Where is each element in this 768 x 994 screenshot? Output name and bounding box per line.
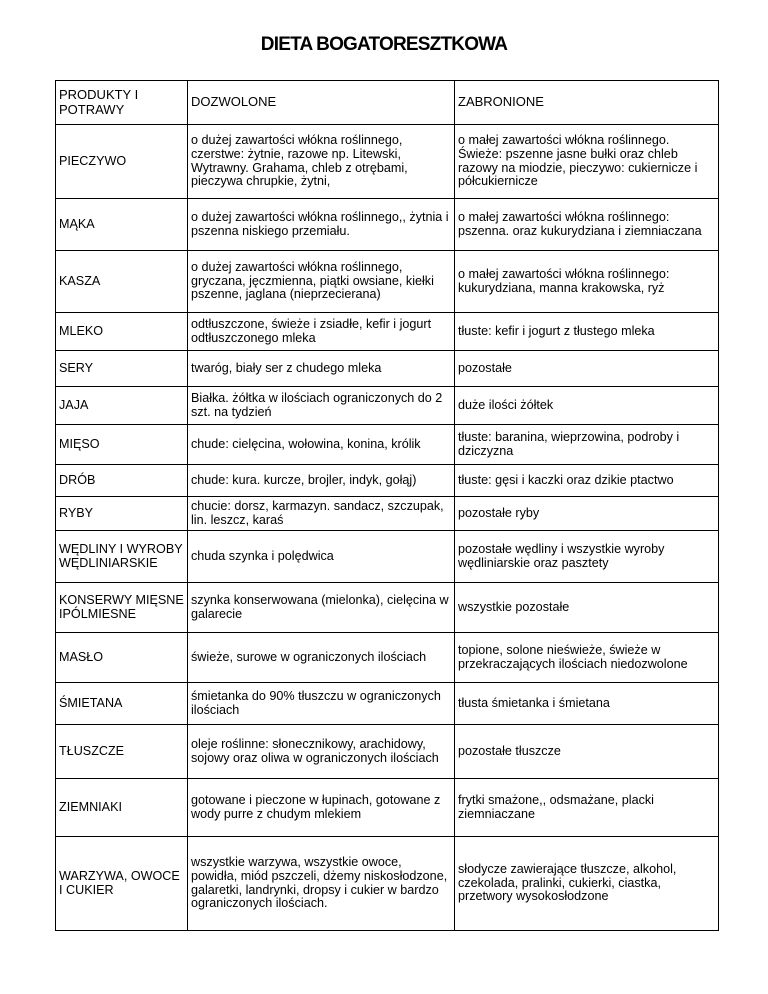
table-row (56, 583, 719, 633)
forbidden-cell: wszystkie pozostałe (455, 583, 719, 633)
forbidden-cell: o małej zawartości włókna roślinnego: kukurydziana, manna krakowska, ryż (455, 251, 719, 313)
table-row (56, 387, 719, 425)
table-row (56, 683, 719, 725)
table-row (56, 633, 719, 683)
table-row (56, 531, 719, 583)
forbidden-cell: tłusta śmietanka i śmietana (455, 683, 719, 725)
document-title: DIETA BOGATORESZTKOWA (260, 34, 508, 55)
forbidden-cell: duże ilości żółtek (455, 387, 719, 425)
allowed-cell: gotowane i pieczone w łupinach, gotowane z wody purre z chudym mlekiem (188, 779, 455, 837)
product-cell: RYBY (56, 497, 188, 531)
allowed-cell: chuda szynka i polędwica (188, 531, 455, 583)
allowed-cell: o dużej zawartości włókna roślinnego, czerstwe: żytnie, razowe np. Litewski, Wytrawny. Grahama, chleb z otrębami, pieczywa chrupkie, żytni, (188, 125, 455, 199)
product-cell: MASŁO (56, 633, 188, 683)
table-row (56, 125, 719, 199)
forbidden-cell: o małej zawartości włókna roślinnego. Świeże: pszenne jasne bułki oraz chleb razowy na miodzie, pieczywo: cukiernicze i półcukiernicze (455, 125, 719, 199)
allowed-cell: śmietanka do 90% tłuszczu w ograniczonych ilościach (188, 683, 455, 725)
allowed-cell: chucie: dorsz, karmazyn. sandacz, szczupak, lin. leszcz, karaś (188, 497, 455, 531)
table-row (56, 425, 719, 465)
product-cell: MIĘSO (56, 425, 188, 465)
allowed-cell: świeże, surowe w ograniczonych ilościach (188, 633, 455, 683)
product-cell: JAJA (56, 387, 188, 425)
product-cell: SERY (56, 351, 188, 387)
product-cell: KASZA (56, 251, 188, 313)
forbidden-cell: pozostałe wędliny i wszystkie wyroby wędliniarskie oraz pasztety (455, 531, 719, 583)
table-row (56, 251, 719, 313)
forbidden-cell: tłuste: gęsi i kaczki oraz dzikie ptactwo (455, 465, 719, 497)
table-row (56, 837, 719, 931)
allowed-cell: wszystkie warzywa, wszystkie owoce, powidła, miód pszczeli, dżemy niskosłodzone, galaretki, landrynki, dropsy i cukier w bardzo ograniczonych ilościach. (188, 837, 455, 931)
allowed-cell: chude: cielęcina, wołowina, konina, królik (188, 425, 455, 465)
forbidden-cell: tłuste: kefir i jogurt z tłustego mleka (455, 313, 719, 351)
table-row (56, 725, 719, 779)
table-row (56, 465, 719, 497)
header-products: PRODUKTY I POTRAWY (56, 81, 188, 125)
forbidden-cell: pozostałe (455, 351, 719, 387)
allowed-cell: o dużej zawartości włókna roślinnego,, żytnia i pszenna niskiego przemiału. (188, 199, 455, 251)
forbidden-cell: o małej zawartości włókna roślinnego: pszenna. oraz kukurydziana i ziemniaczana (455, 199, 719, 251)
product-cell: WARZYWA, OWOCE I CUKIER (56, 837, 188, 931)
forbidden-cell: pozostałe ryby (455, 497, 719, 531)
table-row (56, 497, 719, 531)
forbidden-cell: topione, solone nieświeże, świeże w przekraczających ilościach niedozwolone (455, 633, 719, 683)
forbidden-cell: pozostałe tłuszcze (455, 725, 719, 779)
diet-table (55, 80, 719, 931)
product-cell: ŚMIETANA (56, 683, 188, 725)
product-cell: WĘDLINY I WYROBY WĘDLINIARSKIE (56, 531, 188, 583)
product-cell: MLEKO (56, 313, 188, 351)
product-cell: MĄKA (56, 199, 188, 251)
allowed-cell: szynka konserwowana (mielonka), cielęcina w galarecie (188, 583, 455, 633)
allowed-cell: o dużej zawartości włókna roślinnego, gryczana, jęczmienna, piątki owsiane, kiełki pszenne, jaglana (nieprzecierana) (188, 251, 455, 313)
table-row (56, 779, 719, 837)
allowed-cell: Białka. żółtka w ilościach ograniczonych do 2 szt. na tydzień (188, 387, 455, 425)
allowed-cell: chude: kura. kurcze, brojler, indyk, gołąj) (188, 465, 455, 497)
forbidden-cell: słodycze zawierające tłuszcze, alkohol, czekolada, pralinki, cukierki, ciastka, przetwory wysokosłodzone (455, 837, 719, 931)
allowed-cell: odtłuszczone, świeże i zsiadłe, kefir i jogurt odtłuszczonego mleka (188, 313, 455, 351)
header-forbidden: ZABRONIONE (455, 81, 719, 125)
table-row (56, 199, 719, 251)
table-row (56, 351, 719, 387)
product-cell: ZIEMNIAKI (56, 779, 188, 837)
forbidden-cell: tłuste: baranina, wieprzowina, podroby i dziczyzna (455, 425, 719, 465)
table-row (56, 313, 719, 351)
header-row (56, 81, 719, 125)
header-allowed: DOZWOLONE (188, 81, 455, 125)
forbidden-cell: frytki smażone,, odsmażane, placki ziemniaczane (455, 779, 719, 837)
product-cell: DRÓB (56, 465, 188, 497)
product-cell: TŁUSZCZE (56, 725, 188, 779)
product-cell: PIECZYWO (56, 125, 188, 199)
allowed-cell: oleje roślinne: słonecznikowy, arachidowy, sojowy oraz oliwa w ograniczonych ilościach (188, 725, 455, 779)
allowed-cell: twaróg, biały ser z chudego mleka (188, 351, 455, 387)
product-cell: KONSERWY MIĘSNE IPÓLMIESNE (56, 583, 188, 633)
